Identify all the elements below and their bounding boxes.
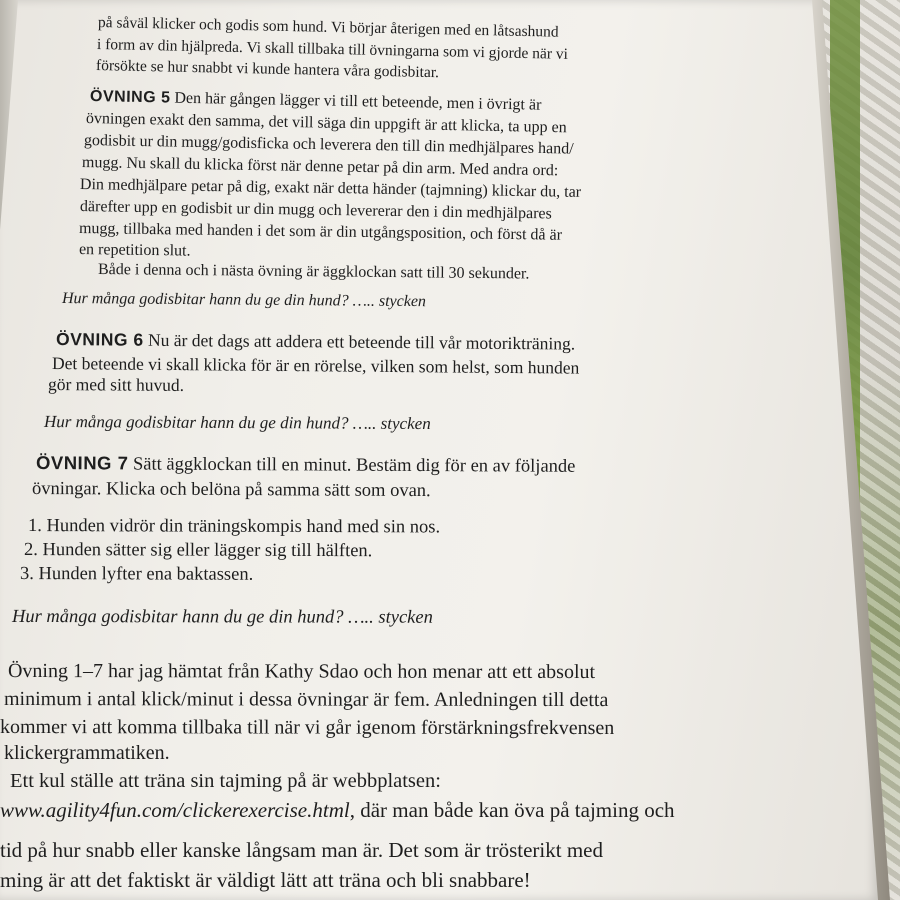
closing-line-1: Övning 1–7 har jag hämtat från Kathy Sdao och hon menar att ett absolut: [7, 660, 596, 684]
exercise7-heading: ÖVNING 7: [35, 452, 129, 474]
exercise5-question: Hur många godisbitar hann du ge din hund? ….. stycken: [61, 290, 427, 311]
exercise5-line-7: mugg, tillbaka med handen i det som är din utgångsposition, och först då är: [78, 220, 563, 244]
intro-line-3: försökte se hur snabbt vi kunde hantera våra godisbitar.: [95, 57, 440, 82]
website-url[interactable]: www.agility4fun.com/clickerexercise.html: [0, 798, 350, 822]
closing-line-6: [0, 798, 675, 823]
closing-line-5: Ett kul ställe att träna sin tajming på är webbplatsen:: [10, 770, 441, 792]
exercise5-line-9: Både i denna och i nästa övning är äggklockan satt till 30 sekunder.: [97, 261, 530, 283]
exercise5-line-4: mugg. Nu skall du klicka först när denne petar på din arm. Med andra ord:: [81, 154, 559, 180]
exercise7-list-item-1: 1. Hunden vidrör din träningskompis hand med sin nos.: [27, 516, 441, 538]
exercise6-line-1: Nu är det dags att addera ett beteende till vår motorikträning.: [147, 329, 576, 354]
exercise7-question: Hur många godisbitar hann du ge din hund? ….. stycken: [11, 607, 433, 628]
exercise7-list-item-2: 2. Hunden sätter sig eller lägger sig till hälften.: [23, 540, 373, 562]
exercise6-question: Hur många godisbitar hann du ge din hund? ….. stycken: [43, 412, 431, 434]
closing-line-3: kommer vi att komma tillbaka till när vi går igenom förstärkningsfrekvensen: [0, 716, 615, 740]
closing-line-7: tid på hur snabb eller kanske långsam man är. Det som är trösterikt med: [0, 838, 604, 862]
exercise5-line-6: därefter upp en godisbit ur din mugg och levererar den i din medhjälpares: [79, 198, 552, 223]
exercise5-line-3: godisbit ur din mugg/godisficka och leverera den till din medhjälpares hand/: [83, 132, 574, 158]
exercise7-line-2: övningar. Klicka och belöna på samma sätt som ovan.: [31, 479, 431, 502]
exercise7-first-line: [36, 452, 576, 478]
exercise6-line-3: gör med sitt huvud.: [47, 374, 185, 395]
intro-line-2: i form av din hjälpreda. Vi skall tillbaka till övningarna som vi gjorde när vi: [96, 36, 569, 63]
exercise5-heading: ÖVNING 5: [89, 88, 171, 107]
exercise5-line-1: Den här gången lägger vi till ett beteende, men i övrigt är: [174, 89, 542, 114]
exercise6-first-line: [56, 329, 575, 355]
exercise7-line-1: Sätt äggklockan till en minut. Bestäm dig för en av följande: [132, 454, 576, 477]
exercise6-heading: ÖVNING 6: [55, 329, 144, 350]
exercise5-line-2: övningen exakt den samma, det vill säga din uppgift är att klicka, ta upp en: [85, 110, 567, 137]
closing-line-8: ming är att det faktiskt är väldigt lätt att träna och bli snabbare!: [0, 868, 531, 892]
intro-line-1: på såväl klicker och godis som hund. Vi börjar återigen med en låtsashund: [97, 14, 559, 41]
exercise5-line-8: en repetition slut.: [78, 241, 191, 260]
closing-line-2: minimum i antal klick/minut i dessa övningar är fem. Anledningen till detta: [3, 688, 609, 712]
closing-line-4: klickergrammatiken.: [4, 742, 170, 764]
closing-line-6-text: , där man både kan öva på tajming och: [349, 798, 675, 822]
exercise5-line-5: Din medhjälpare petar på dig, exakt när detta händer (tajmning) klickar du, tar: [79, 176, 582, 201]
exercise6-line-2: Det beteende vi skall klicka för är en rörelse, vilken som helst, som hunden: [51, 353, 580, 378]
exercise7-list-item-3: 3. Hunden lyfter ena baktassen.: [19, 564, 254, 585]
